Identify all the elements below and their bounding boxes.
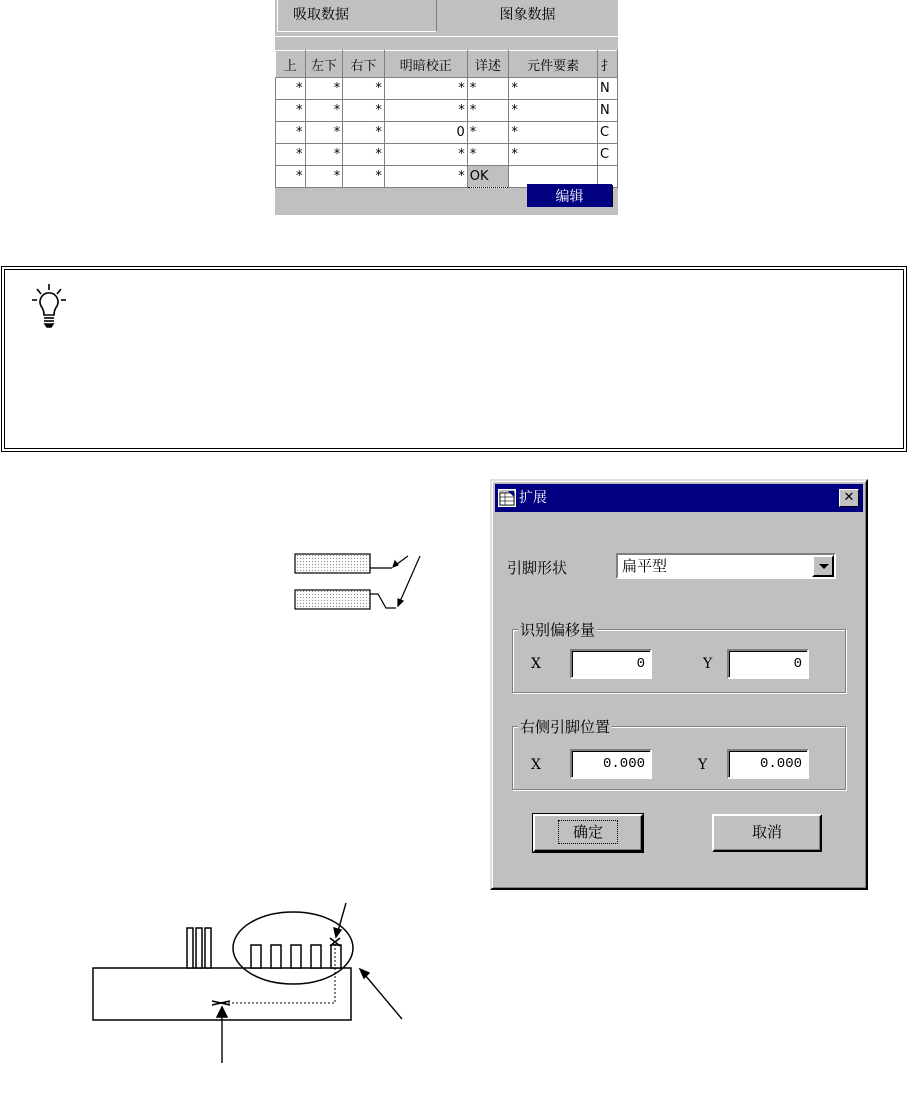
table-cell[interactable]: * (384, 144, 467, 166)
table-cell[interactable]: C (598, 122, 618, 144)
lightbulb-icon (31, 282, 67, 328)
table-cell[interactable]: * (343, 100, 385, 122)
table-row (276, 100, 618, 122)
lead-left (205, 928, 211, 968)
table-cell[interactable]: * (467, 144, 509, 166)
table-cell[interactable]: N (598, 100, 618, 122)
table-cell[interactable]: * (305, 78, 343, 100)
right-lead-groupbox (512, 718, 846, 790)
table-cell[interactable]: N (598, 78, 618, 100)
offset-y-label: Y (703, 656, 713, 672)
table-cell[interactable]: * (467, 122, 509, 144)
table-cell[interactable]: * (276, 122, 306, 144)
table-cell[interactable]: * (343, 122, 385, 144)
lead-position-diagram (90, 895, 420, 1070)
right-lead-group-title: 右侧引脚位置 (520, 718, 611, 736)
lead-right (291, 945, 301, 968)
ok-button-label: 确定 (558, 820, 618, 844)
component-table (275, 50, 618, 188)
flat-lead-body (295, 554, 370, 573)
detail-ok-cell[interactable]: OK (467, 166, 509, 188)
gullwing-lead-body (295, 590, 370, 609)
lead-left (196, 928, 202, 968)
table-cell[interactable]: * (343, 78, 385, 100)
right-x-input[interactable]: 0.000 (570, 749, 652, 779)
dialog-titlebar[interactable] (495, 484, 863, 512)
table-row (276, 78, 618, 100)
lead-right (331, 945, 341, 968)
offset-x-label: X (531, 656, 541, 672)
offset-x-input[interactable]: 0 (570, 649, 652, 679)
extension-dialog (490, 479, 868, 890)
table-cell[interactable]: * (384, 78, 467, 100)
table-cell[interactable]: * (384, 100, 467, 122)
col-header-detail[interactable]: 详述 (467, 51, 509, 78)
right-y-label: Y (698, 757, 708, 773)
table-cell[interactable]: * (276, 144, 306, 166)
col-header-lower-left[interactable]: 左下 (305, 51, 343, 78)
table-cell[interactable]: * (467, 100, 509, 122)
table-cell[interactable]: * (509, 78, 598, 100)
table-row (276, 122, 618, 144)
lead-right (311, 945, 321, 968)
table-cell[interactable]: * (509, 122, 598, 144)
table-cell[interactable]: * (305, 166, 343, 188)
tip-box (1, 266, 907, 452)
lead-shape-label: 引脚形状 (507, 559, 568, 577)
chevron-down-icon[interactable] (812, 555, 834, 577)
offset-y-input[interactable]: 0 (727, 649, 809, 679)
col-header-element[interactable]: 元件要素 (509, 51, 598, 78)
lead-shape-value: 扁平型 (622, 557, 668, 575)
lead-right (271, 945, 281, 968)
col-header-brightness[interactable]: 明暗校正 (384, 51, 467, 78)
table-header-row (276, 51, 618, 78)
right-x-label: X (531, 757, 541, 773)
tab-divider (275, 36, 618, 37)
lead-shape-select[interactable] (616, 553, 836, 579)
offset-group-title: 识别偏移量 (520, 621, 596, 639)
ok-button[interactable] (533, 814, 643, 852)
table-cell[interactable]: 0 (384, 122, 467, 144)
table-cell[interactable]: * (343, 166, 385, 188)
grid-footer (275, 207, 618, 215)
component-grid-screenshot (275, 0, 618, 215)
table-cell[interactable]: * (305, 100, 343, 122)
lead-shape-diagram (290, 548, 440, 618)
tab-image-data[interactable]: 图象数据 (499, 7, 556, 23)
table-cell[interactable]: * (305, 122, 343, 144)
edit-context-menu-item[interactable]: 编辑 (527, 184, 612, 210)
table-cell[interactable]: * (343, 144, 385, 166)
lead-left (187, 928, 193, 968)
table-cell[interactable]: * (276, 100, 306, 122)
col-header-extra[interactable]: 扌 (598, 51, 618, 78)
dialog-title: 扩展 (519, 490, 547, 506)
table-cell[interactable]: * (509, 144, 598, 166)
table-cell[interactable]: * (276, 78, 306, 100)
lead-right (251, 945, 261, 968)
col-header-top[interactable]: 上 (276, 51, 306, 78)
tab-strip (275, 0, 618, 38)
window-icon (498, 489, 516, 507)
right-y-input[interactable]: 0.000 (727, 749, 809, 779)
table-cell[interactable]: C (598, 144, 618, 166)
offset-groupbox (512, 621, 846, 693)
table-cell[interactable]: * (509, 100, 598, 122)
col-header-lower-right[interactable]: 右下 (343, 51, 385, 78)
table-cell[interactable]: * (467, 78, 509, 100)
table-cell[interactable]: * (305, 144, 343, 166)
tab-pickup-data[interactable]: 吸取数据 (277, 0, 437, 32)
cancel-button[interactable]: 取消 (712, 814, 822, 852)
close-button[interactable]: ✕ (839, 489, 859, 507)
table-cell[interactable]: * (276, 166, 306, 188)
table-cell[interactable]: * (384, 166, 467, 188)
table-row (276, 144, 618, 166)
